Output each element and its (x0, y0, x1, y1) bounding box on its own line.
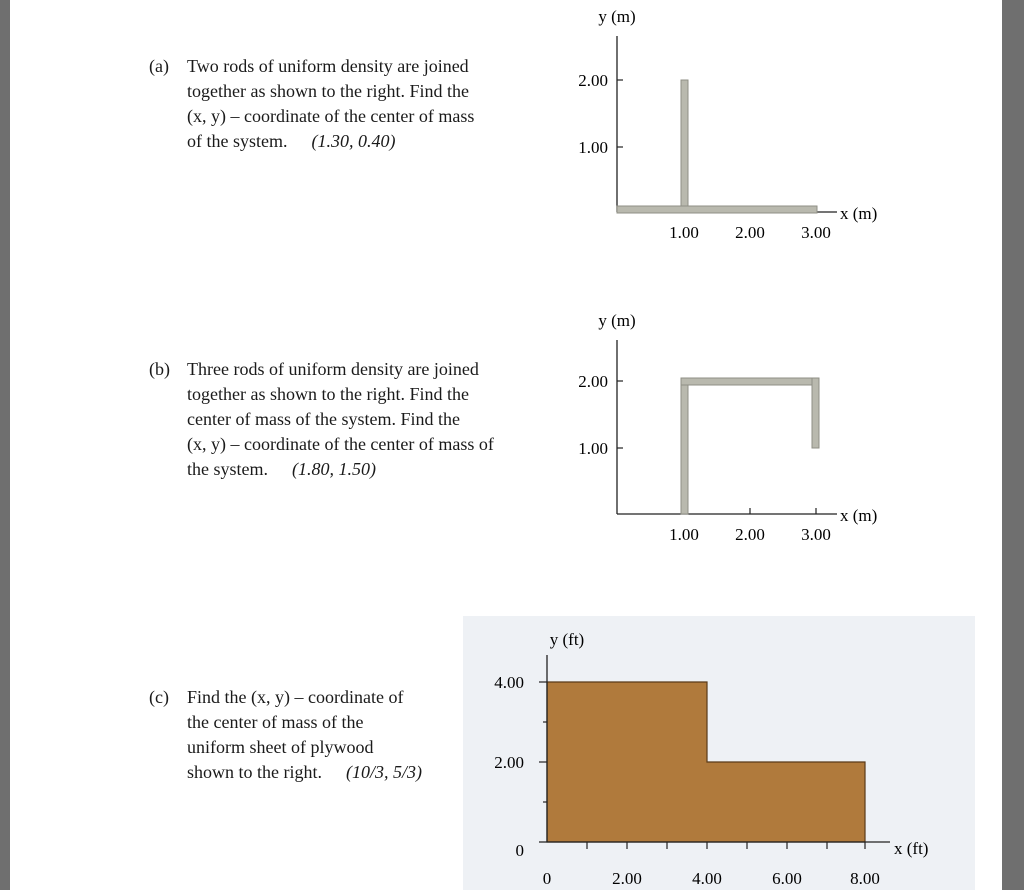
figure-a-x-tick-label: 3.00 (801, 223, 831, 242)
figure-c-x-axis-label: x (ft) (894, 839, 929, 858)
figure-b-left-rod (681, 378, 688, 514)
figure-b-x-tick-label: 2.00 (735, 525, 765, 544)
problem-c-line: uniform sheet of plywood (187, 737, 374, 757)
problem-c-line: shown to the right. (187, 762, 322, 782)
figure-b-x-axis-label: x (m) (840, 506, 878, 525)
problem-a-letter: (a) (149, 56, 169, 76)
problem-a-line: (x, y) – coordinate of the center of mass (187, 106, 475, 126)
problem-b-letter: (b) (149, 359, 170, 379)
figure-c-y-axis-label: y (ft) (549, 630, 585, 649)
figure-a-x-tick-label: 1.00 (669, 223, 699, 242)
problem-b-answer: (1.80, 1.50) (292, 459, 376, 479)
figure-a-horizontal-rod (617, 206, 817, 213)
problem-b-line: the system. (187, 459, 268, 479)
figure-a (578, 7, 877, 242)
figure-c-x-tick-label: 4.00 (692, 869, 722, 888)
figure-b-y-axis-label: y (m) (598, 311, 636, 330)
figure-b-top-rod (681, 378, 819, 385)
problem-b-line: Three rods of uniform density are joined (187, 359, 479, 379)
problem-a-answer: (1.30, 0.40) (311, 131, 396, 151)
figure-b-right-rod (812, 378, 819, 448)
problem-c-line: Find the (x, y) – coordinate of (187, 687, 404, 707)
figure-b-x-tick-label: 3.00 (801, 525, 831, 544)
figure-a-x-axis-label: x (m) (840, 204, 878, 223)
figure-a-y-tick-label: 2.00 (578, 71, 608, 90)
problem-b-line: center of mass of the system. Find the (187, 409, 460, 429)
figure-c-x-tick-label: 2.00 (612, 869, 642, 888)
document-page (10, 0, 1002, 890)
problem-a-line: Two rods of uniform density are joined (187, 56, 469, 76)
figure-b-y-tick-label: 2.00 (578, 372, 608, 391)
figure-a-vertical-rod (681, 80, 688, 212)
figure-a-y-tick-label: 1.00 (578, 138, 608, 157)
figure-c-y-tick-label: 0 (515, 841, 524, 860)
figure-a-x-tick-label: 2.00 (735, 223, 765, 242)
problem-b-line: together as shown to the right. Find the (187, 384, 469, 404)
figure-b-x-tick-label: 1.00 (669, 525, 699, 544)
problem-a-line: of the system. (187, 131, 288, 151)
problem-c-answer: (10/3, 5/3) (346, 762, 422, 782)
problem-b-line: (x, y) – coordinate of the center of mass of (187, 434, 494, 454)
problem-c-line: the center of mass of the (187, 712, 364, 732)
problem-a-line: together as shown to the right. Find the (187, 81, 469, 101)
figure-c-y-tick-label: 2.00 (494, 753, 524, 772)
figure-c (463, 616, 975, 890)
figure-c-x-tick-label: 8.00 (850, 869, 880, 888)
figure-c-y-tick-label: 4.00 (494, 673, 524, 692)
figure-b-y-tick-label: 1.00 (578, 439, 608, 458)
figure-a-y-axis-label: y (m) (598, 7, 636, 26)
figure-b (578, 311, 877, 544)
problem-c-letter: (c) (149, 687, 169, 707)
figure-c-x-tick-label: 0 (542, 869, 552, 888)
figure-c-x-tick-label: 6.00 (772, 869, 802, 888)
figures-canvas (10, 0, 1002, 890)
